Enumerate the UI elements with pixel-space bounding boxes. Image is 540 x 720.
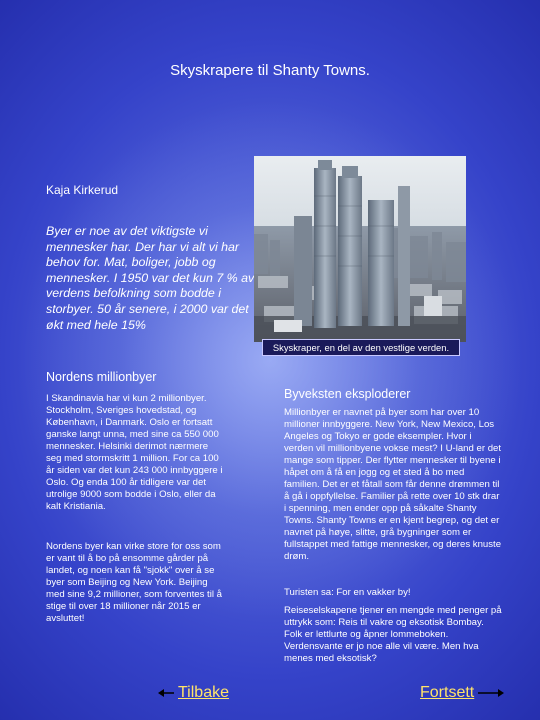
section-heading-nordens-millionbyer: Nordens millionbyer (46, 370, 157, 384)
arrow-left-icon (158, 688, 174, 698)
page-title: Skyskrapere til Shanty Towns. (170, 62, 370, 79)
arrow-right-icon (478, 688, 504, 698)
left-paragraph-1: I Skandinavia har vi kun 2 millionbyer. Stockholm, Sveriges hovedstad, og København, i Danmark. Oslo er fortsatt ganske langt unna, med sine ca 550 000 mennesker. Helsinki derimot nærmere seg med stormskritt 1 million. For ca 100 år siden var det kun 243 000 innbyggere i Oslo. Og enda 100 år tidligere var det utrolige 9000 som bodde i Oslo, eller da kalt Kristiania. (46, 393, 223, 512)
right-paragraph-1: Millionbyer er navnet på byer som har over 10 millioner innbyggere. New York, New Mexico, Los Angeles og Tokyo er gode eksempler. Hvor i verden vil millionbyene vokse mest? I U-land er det mange som tipper. Der flytter mennesker til byene i håpet om å få en jogg og et sted å bo med familien. Det er et fåtall som får denne drømmen til å gå i oppfyllelse. Familier på rette over 10 stk drar i spenning, men ender opp på såkalte Shanty Towns. Shanty Towns er en kjent begrep, og det er navnet på høye, slitte, grå bygninger som er fullstappet med fattige mennesker, og deres knuste drøm. (284, 407, 502, 562)
author-name: Kaja Kirkerud (46, 183, 119, 197)
section-heading-byveksten-eksploderer: Byveksten eksploderer (284, 387, 411, 401)
skyscraper-photo (254, 156, 466, 342)
right-paragraph-3: Reiseselskapene tjener en mengde med penger på uttrykk som: Reis til vakre og eksotisk Bombay. Folk er lettlurte og åpner lommeboken. Verdensvante er jo noe alle vil være. Men hva menes med eksotisk? (284, 605, 502, 664)
back-link[interactable] (158, 683, 229, 703)
next-link-label[interactable]: Fortsett (420, 684, 475, 701)
image-caption: Skyskraper, en del av den vestlige verden. (262, 339, 460, 356)
back-link-label[interactable]: Tilbake (178, 684, 229, 701)
intro-paragraph: Byer er noe av det viktigste vi mennesker har. Der har vi alt vi har behov for. Mat, boliger, jobb og mennesker. I 1950 var det kun 7 % av verdens befolkning som bodde i storbyer. 50 år senere, i 2000 var det økt med hele 15% (46, 224, 255, 332)
next-link[interactable] (420, 683, 504, 703)
right-paragraph-2: Turisten sa: For en vakker by! (284, 587, 411, 598)
left-paragraph-2: Nordens byer kan virke store for oss som er vant til å bo på ensomme gårder på landet, og noen kan få "sjokk" over å se byer som Beijing og New York. Beijing med sine 9,2 millioner, som forventes til å stige til over 18 millioner når 2015 er avsluttet! (46, 541, 222, 624)
